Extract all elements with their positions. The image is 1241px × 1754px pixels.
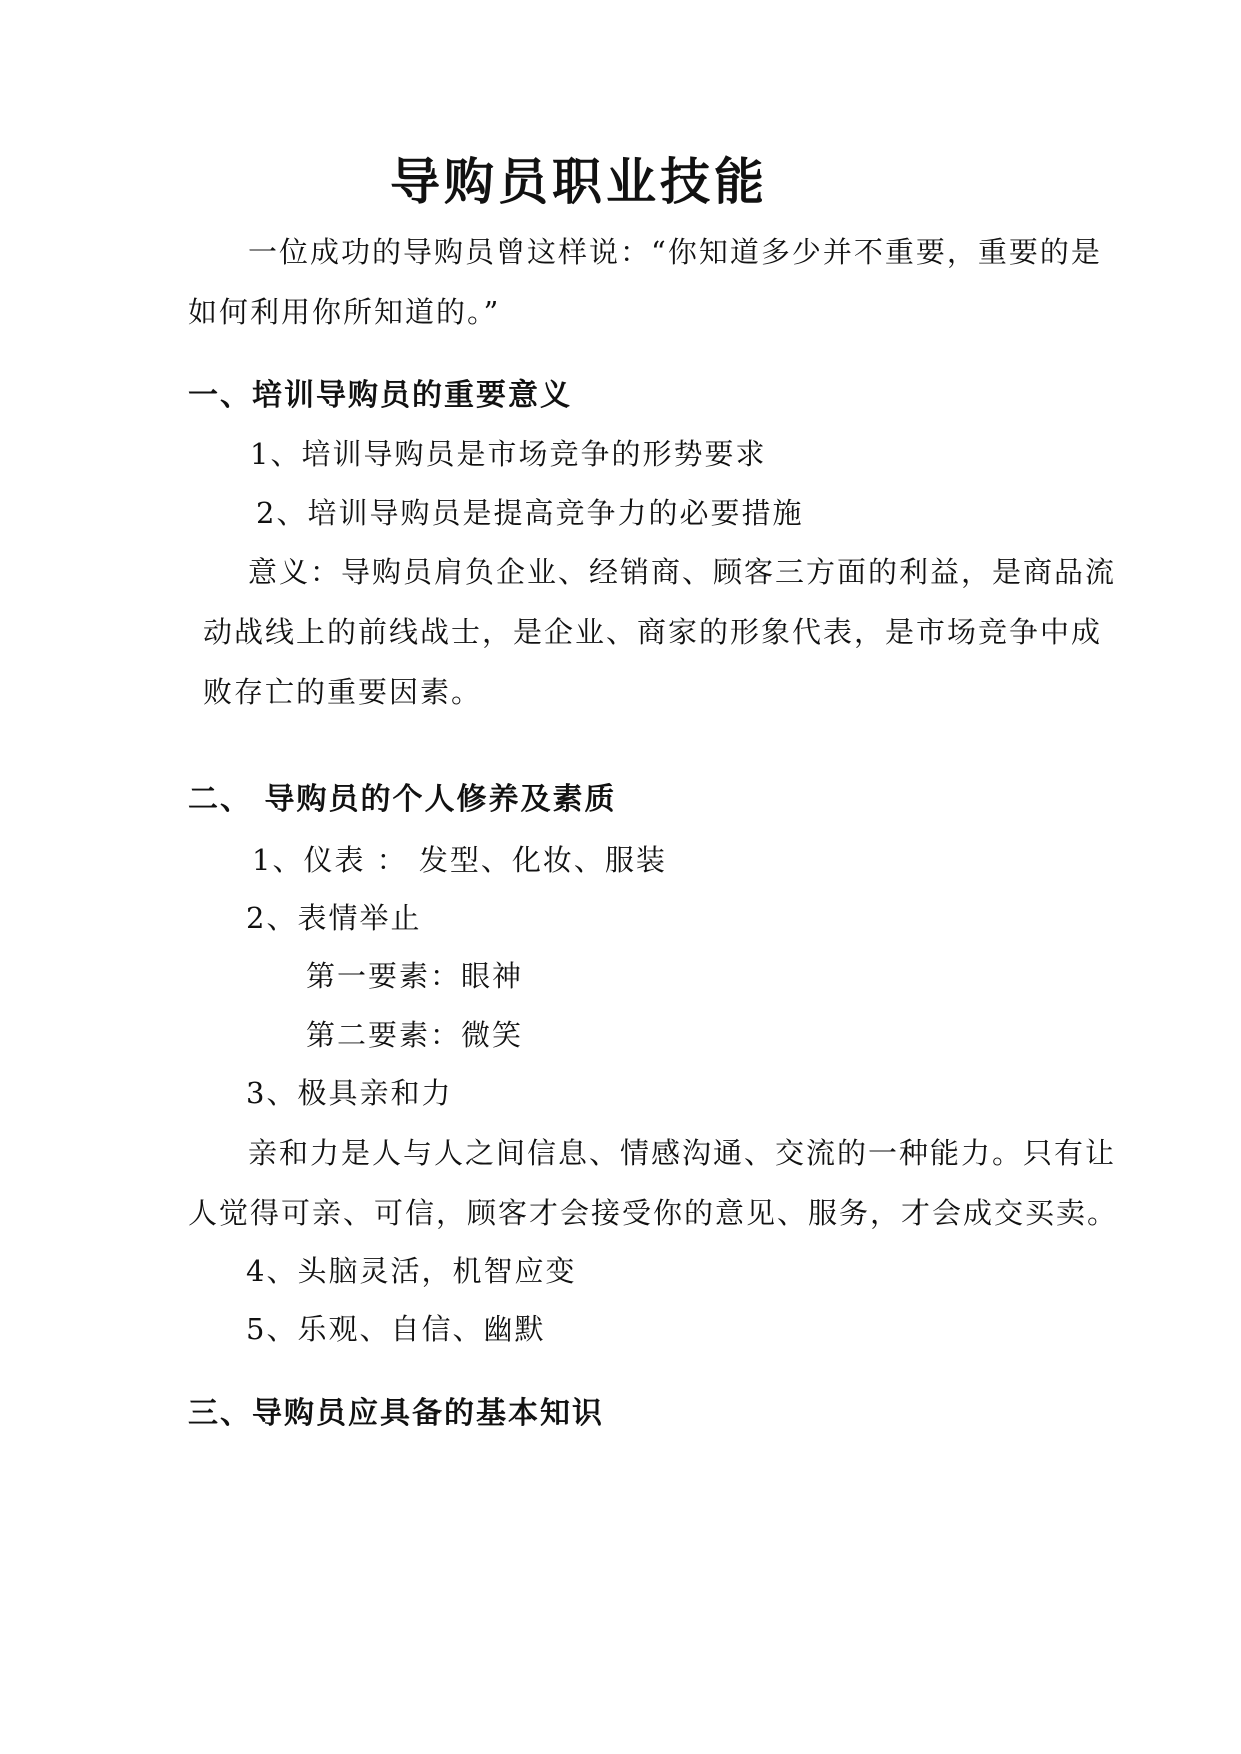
section1-meaning-line-2: 动战线上的前线战士，是企业、商家的形象代表，是市场竞争中成: [203, 615, 1103, 649]
section1-item-2: 2、培训导购员是提高竞争力的必要措施: [256, 496, 804, 530]
section2-element-2: 第二要素：微笑: [306, 1018, 524, 1052]
section2-item-3: 3、极具亲和力: [246, 1076, 453, 1110]
document-title: 导购员职业技能: [390, 153, 768, 211]
section2-affinity-line-1: 亲和力是人与人之间信息、情感沟通、交流的一种能力。只有让: [248, 1136, 1117, 1170]
section2-element-1: 第一要素：眼神: [306, 959, 524, 993]
section2-item-2: 2、表情举止: [246, 901, 422, 935]
intro-line-2: 如何利用你所知道的。”: [188, 295, 501, 329]
section2-item-5: 5、乐观、自信、幽默: [246, 1312, 546, 1346]
section2-item-4: 4、头脑灵活，机智应变: [246, 1254, 577, 1288]
section2-heading: 二、 导购员的个人修养及素质: [188, 782, 617, 817]
section1-heading: 一、培训导购员的重要意义: [188, 378, 572, 413]
intro-line-1: 一位成功的导购员曾这样说：“你知道多少并不重要，重要的是: [248, 235, 1102, 269]
section3-heading: 三、导购员应具备的基本知识: [188, 1396, 604, 1431]
section2-item-1: 1、仪表 ： 发型、化妆、服装: [252, 843, 667, 877]
section1-meaning-line-3: 败存亡的重要因素。: [203, 675, 483, 709]
section1-meaning-line-1: 意义：导购员肩负企业、经销商、顾客三方面的利益，是商品流: [248, 555, 1117, 589]
section2-affinity-line-2: 人觉得可亲、可信，顾客才会接受你的意见、服务，才会成交买卖。: [188, 1196, 1119, 1230]
section1-item-1: 1、培训导购员是市场竞争的形势要求: [250, 437, 767, 471]
